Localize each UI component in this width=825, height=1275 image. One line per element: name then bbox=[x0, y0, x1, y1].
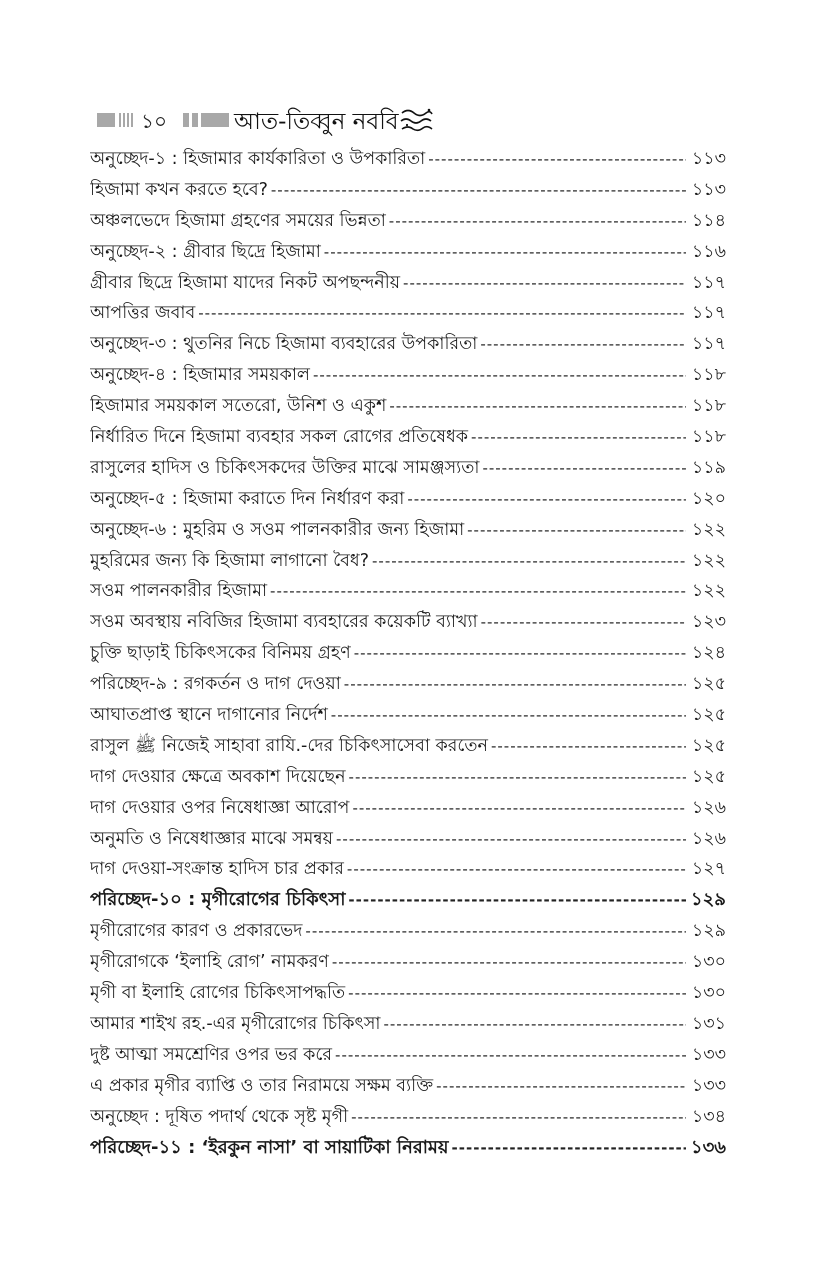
toc-entry-title: দুষ্ট আত্মা সমশ্রেণির ওপর ভর করে bbox=[90, 1044, 333, 1065]
toc-dot-leader bbox=[380, 1009, 686, 1040]
toc-entry-title: পরিচ্ছেদ-১১ : ‘ইরকুন নাসা’ বা সায়াটিকা নিরাময় bbox=[90, 1136, 449, 1158]
toc-dot-leader bbox=[321, 237, 686, 268]
toc-entry-page-number: ১১৮ bbox=[691, 396, 726, 417]
toc-entry-title: দাগ দেওয়ার ক্ষেত্রে অবকাশ দিয়েছেন bbox=[90, 766, 346, 787]
toc-entry-page-number: ১৩৬ bbox=[690, 1136, 726, 1158]
toc-entry bbox=[90, 453, 726, 484]
toc-entry-title: মৃগীরোগকে ‘ইলাহি রোগ’ নামকরণ bbox=[90, 952, 329, 973]
toc-entry-title: অনুচ্ছেদ-৬ : মুহরিম ও সওম পালনকারীর জন্য হিজামা bbox=[90, 519, 465, 540]
toc-entry-page-number: ১২৫ bbox=[691, 735, 726, 756]
toc-entry bbox=[90, 916, 726, 947]
toc-entry bbox=[90, 824, 726, 855]
toc-entry-title: পরিচ্ছেদ-১০ : মৃগীরোগের চিকিৎসা bbox=[90, 889, 346, 911]
toc-dot-leader bbox=[479, 453, 686, 484]
toc-entry-title: অনুচ্ছেদ-৩ : থুতনির নিচে হিজামা ব্যবহারের উপকারিতা bbox=[90, 334, 478, 355]
toc-dot-leader bbox=[329, 947, 686, 978]
toc-entry-page-number: ১১৬ bbox=[691, 241, 726, 262]
toc-dot-leader bbox=[328, 700, 686, 731]
page-number: ১০ bbox=[141, 109, 167, 133]
toc-entry-page-number: ১৩৩ bbox=[691, 1044, 726, 1065]
toc-entry-page-number: ১২৭ bbox=[691, 859, 726, 880]
toc-entry-page-number: ১১৮ bbox=[691, 365, 726, 386]
toc-dot-leader bbox=[369, 546, 686, 577]
toc-entry bbox=[90, 885, 726, 916]
toc-entry bbox=[90, 1040, 726, 1071]
toc-entry-title: নির্ধারিত দিনে হিজামা ব্যবহার সকল রোগের প্রতিষেধক bbox=[90, 427, 469, 448]
toc-entry-title: সওম পালনকারীর হিজামা bbox=[90, 581, 268, 602]
page-header bbox=[97, 103, 737, 139]
toc-dot-leader bbox=[433, 1071, 686, 1102]
toc-entry bbox=[90, 1133, 726, 1164]
toc-entry-page-number: ১৩০ bbox=[691, 952, 726, 973]
toc-entry-page-number: ১২৬ bbox=[691, 797, 726, 818]
header-ornament-bar bbox=[192, 113, 198, 127]
toc-dot-leader bbox=[268, 175, 686, 206]
toc-dot-leader bbox=[341, 669, 686, 700]
toc-entry-title: অনুচ্ছেদ : দূষিত পদার্থ থেকে সৃষ্ট মৃগী bbox=[90, 1106, 349, 1127]
toc-entry bbox=[90, 484, 726, 515]
toc-entry-title: অনুচ্ছেদ-২ : গ্রীবার ছিদ্রে হিজামা bbox=[90, 241, 321, 262]
toc-dot-leader bbox=[404, 484, 686, 515]
toc-entry bbox=[90, 1071, 726, 1102]
toc-dot-leader bbox=[464, 515, 686, 546]
toc-entry bbox=[90, 793, 726, 824]
toc-entry-page-number: ১২৫ bbox=[691, 674, 726, 695]
toc-entry bbox=[90, 854, 726, 885]
header-ornament-bar bbox=[201, 113, 229, 127]
header-ornament-bar bbox=[97, 113, 115, 127]
toc-entry-page-number: ১৩০ bbox=[691, 983, 726, 1004]
toc-entry-title: হিজামা কখন করতে হবে? bbox=[90, 179, 268, 200]
toc-entry bbox=[90, 237, 726, 268]
toc-dot-leader bbox=[346, 762, 686, 793]
toc-dot-leader bbox=[267, 576, 686, 607]
toc-entry bbox=[90, 607, 726, 638]
toc-entry bbox=[90, 1102, 726, 1133]
toc-entry bbox=[90, 298, 726, 329]
toc-entry-page-number: ১২৬ bbox=[691, 828, 726, 849]
toc-entry-title: মৃগী বা ইলাহি রোগের চিকিৎসাপদ্ধতি bbox=[90, 983, 346, 1004]
toc-entry bbox=[90, 422, 726, 453]
toc-entry-title: পরিচ্ছেদ-৯ : রগকর্তন ও দাগ দেওয়া bbox=[90, 674, 341, 695]
toc-entry bbox=[90, 638, 726, 669]
toc-dot-leader bbox=[349, 793, 686, 824]
toc-entry-title: রাসুল ﷺ নিজেই সাহাবা রাযি.-দের চিকিৎসাসেবা করতেন bbox=[90, 735, 488, 756]
toc-entry-title: সওম অবস্থায় নবিজির হিজামা ব্যবহারের কয়েকটি ব্যাখ্যা bbox=[90, 612, 478, 633]
toc-dot-leader bbox=[449, 1133, 686, 1164]
toc-entry-page-number: ১২৫ bbox=[691, 766, 726, 787]
toc-entry-page-number: ১২৯ bbox=[691, 921, 726, 942]
toc-dot-leader bbox=[386, 391, 686, 422]
toc-entry bbox=[90, 546, 726, 577]
toc-entry-page-number: ১২৩ bbox=[691, 612, 726, 633]
toc-entry-page-number: ১১৯ bbox=[691, 457, 726, 478]
toc-dot-leader bbox=[310, 360, 686, 391]
toc-entry-page-number: ১২০ bbox=[691, 488, 726, 509]
toc-entry-title: মুহরিমের জন্য কি হিজামা লাগানো বৈধ? bbox=[90, 550, 370, 571]
toc-entry bbox=[90, 1009, 726, 1040]
toc-entry bbox=[90, 329, 726, 360]
toc-entry-title: অঞ্চলভেদে হিজামা গ্রহণের সময়ের ভিন্নতা bbox=[90, 210, 386, 231]
toc-dot-leader bbox=[488, 731, 686, 762]
toc-entry-title: অনুমতি ও নিষেধাজ্ঞার মাঝে সমন্বয় bbox=[90, 828, 333, 849]
toc-dot-leader bbox=[302, 916, 686, 947]
toc-entry bbox=[90, 669, 726, 700]
toc-entry-title: আপত্তির জবাব bbox=[90, 303, 196, 324]
toc-entry-page-number: ১১৩ bbox=[691, 149, 726, 169]
toc-entry bbox=[90, 947, 726, 978]
toc-entry-page-number: ১২২ bbox=[691, 581, 726, 602]
sallallahu-alaihi-wasallam-calligraphy-icon bbox=[399, 107, 435, 135]
toc-dot-leader bbox=[425, 144, 686, 175]
toc-entry bbox=[90, 978, 726, 1009]
toc-dot-leader bbox=[332, 1040, 686, 1071]
toc-dot-leader bbox=[333, 824, 686, 855]
book-title: আত-তিব্বুন নববি bbox=[234, 109, 399, 135]
table-of-contents bbox=[90, 144, 726, 1163]
toc-dot-leader bbox=[195, 298, 686, 329]
toc-entry-title: দাগ দেওয়ার ওপর নিষেধাজ্ঞা আরোপ bbox=[90, 797, 350, 818]
toc-entry-title: দাগ দেওয়া-সংক্রান্ত হাদিস চার প্রকার bbox=[90, 859, 344, 880]
toc-entry-page-number: ১১৪ bbox=[691, 210, 726, 231]
toc-entry-page-number: ১৩৩ bbox=[691, 1075, 726, 1096]
toc-entry bbox=[90, 700, 726, 731]
toc-entry-title: অনুচ্ছেদ-১ : হিজামার কার্যকারিতা ও উপকারিতা bbox=[90, 149, 426, 169]
toc-entry bbox=[90, 731, 726, 762]
toc-entry-page-number: ১৩১ bbox=[691, 1013, 726, 1034]
toc-dot-leader bbox=[351, 638, 686, 669]
toc-entry-title: আঘাতপ্রাপ্ত স্থানে দাগানোর নির্দেশ bbox=[90, 705, 328, 726]
toc-entry-page-number: ১২৯ bbox=[690, 889, 726, 911]
toc-entry-title: হিজামার সময়কাল সতেরো, উনিশ ও একুশ bbox=[90, 396, 387, 417]
toc-entry-page-number: ১১৭ bbox=[691, 334, 726, 355]
toc-entry bbox=[90, 576, 726, 607]
toc-dot-leader bbox=[345, 978, 686, 1009]
toc-entry-page-number: ১২৫ bbox=[691, 705, 726, 726]
header-ornament-bar bbox=[183, 113, 189, 127]
toc-entry bbox=[90, 515, 726, 546]
toc-entry bbox=[90, 391, 726, 422]
toc-dot-leader bbox=[477, 329, 686, 360]
toc-entry-title: অনুচ্ছেদ-৪ : হিজামার সময়কাল bbox=[90, 365, 310, 386]
toc-entry-page-number: ১১৭ bbox=[691, 272, 726, 293]
toc-entry-page-number: ১৩৪ bbox=[691, 1106, 726, 1127]
toc-entry-title: এ প্রকার মৃগীর ব্যাপ্তি ও তার নিরাময়ে সক্ষম ব্যক্তি bbox=[90, 1075, 434, 1096]
toc-entry-title: অনুচ্ছেদ-৫ : হিজামা করাতে দিন নির্ধারণ করা bbox=[90, 488, 405, 509]
toc-entry-page-number: ১১৩ bbox=[691, 179, 726, 200]
toc-entry-page-number: ১২২ bbox=[691, 550, 726, 571]
toc-entry-page-number: ১২৪ bbox=[691, 643, 726, 664]
toc-entry bbox=[90, 762, 726, 793]
toc-entry-page-number: ১১৮ bbox=[691, 427, 726, 448]
toc-entry bbox=[90, 206, 726, 237]
toc-dot-leader bbox=[468, 422, 686, 453]
toc-entry-title: রাসুলের হাদিস ও চিকিৎসকদের উক্তির মাঝে সামঞ্জস্যতা bbox=[90, 457, 480, 478]
toc-entry bbox=[90, 268, 726, 299]
toc-dot-leader bbox=[386, 206, 686, 237]
toc-entry bbox=[90, 175, 726, 206]
toc-dot-leader bbox=[344, 854, 686, 885]
toc-entry-title: গ্রীবার ছিদ্রে হিজামা যাদের নিকট অপছন্দনীয় bbox=[90, 272, 401, 293]
toc-dot-leader bbox=[478, 607, 686, 638]
toc-entry bbox=[90, 144, 726, 175]
header-ornament-stripes bbox=[119, 113, 133, 127]
toc-entry-page-number: ১১৭ bbox=[691, 303, 726, 324]
toc-entry-title: মৃগীরোগের কারণ ও প্রকারভেদ bbox=[90, 921, 303, 942]
toc-dot-leader bbox=[348, 1102, 686, 1133]
toc-entry-page-number: ১২২ bbox=[691, 519, 726, 540]
toc-entry bbox=[90, 360, 726, 391]
toc-entry-title: আমার শাইখ রহ.-এর মৃগীরোগের চিকিৎসা bbox=[90, 1013, 381, 1034]
toc-entry-title: চুক্তি ছাড়াই চিকিৎসকের বিনিময় গ্রহণ bbox=[90, 643, 351, 664]
toc-dot-leader bbox=[345, 885, 686, 916]
toc-dot-leader bbox=[400, 268, 686, 299]
